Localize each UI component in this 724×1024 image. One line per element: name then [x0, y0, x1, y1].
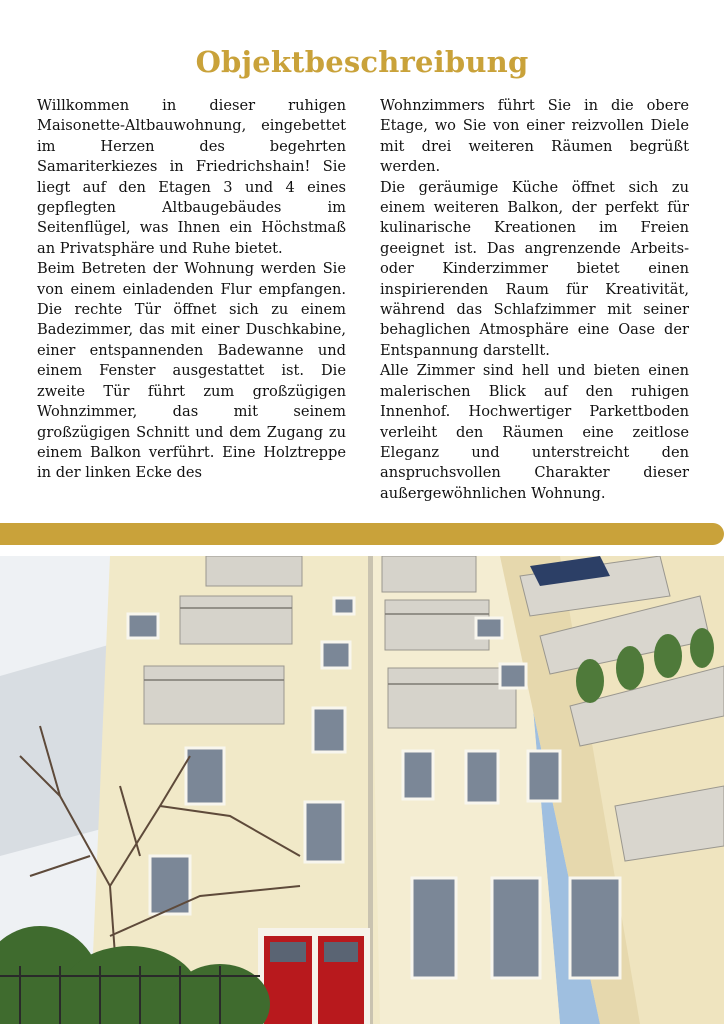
description-column-left [37, 96, 346, 484]
page-title: Objektbeschreibung [195, 45, 529, 80]
paragraph-entrance: Beim Betreten der Wohnung werden Sie von einem einladenden Flur empfangen. Die rechte Tür öffnet sich zu einem Badezimmer, das mit einer Duschkabine, einer entspannenden Badewanne und einem Fenster ausgestattet ist. Die zweite Tür führt zum großzügigen Wohnzimmer, das mit seinem großzügigen Schnitt und dem Zugang zu einem Balkon verführt. Eine Holztreppe in der linken Ecke des [37, 260, 346, 482]
description-column-right [380, 96, 689, 504]
building-courtyard-photo [0, 556, 724, 1024]
paragraph-rooms: Alle Zimmer sind hell und bieten einen malerischen Blick auf den ruhigen Innenhof. Hochwertiger Parkettboden verleiht den Räumen eine zeitlose Eleganz und unterstreicht den anspruchsvollen Charakter dieser außergewöhnlichen Wohnung. [380, 362, 689, 502]
gold-divider-bar [0, 523, 724, 545]
paragraph-intro: Willkommen in dieser ruhigen Maisonette-Altbauwohnung, eingebettet im Herzen des begehrten Samariterkiezes in Friedrichshain! Sie liegt auf den Etagen 3 und 4 eines gepflegten Altbaugebäudes im Seitenflügel, was Ihnen ein Höchstmaß an Privatsphäre und Ruhe bietet. [37, 97, 346, 257]
paragraph-kitchen: Die geräumige Küche öffnet sich zu einem weiteren Balkon, der perfekt für kulinarische Kreationen im Freien geeignet ist. Das angrenzende Arbeits- oder Kinderzimmer bietet einen inspirierenden Raum für Kreativität, während das Schlafzimmer mit seiner behaglichen Atmosphäre eine Oase der Entspannung darstellt. [380, 178, 689, 359]
paragraph-upper-floor: Wohnzimmers führt Sie in die obere Etage, wo Sie von einer reizvollen Diele mit drei weiteren Räumen begrüßt werden. [380, 97, 689, 176]
